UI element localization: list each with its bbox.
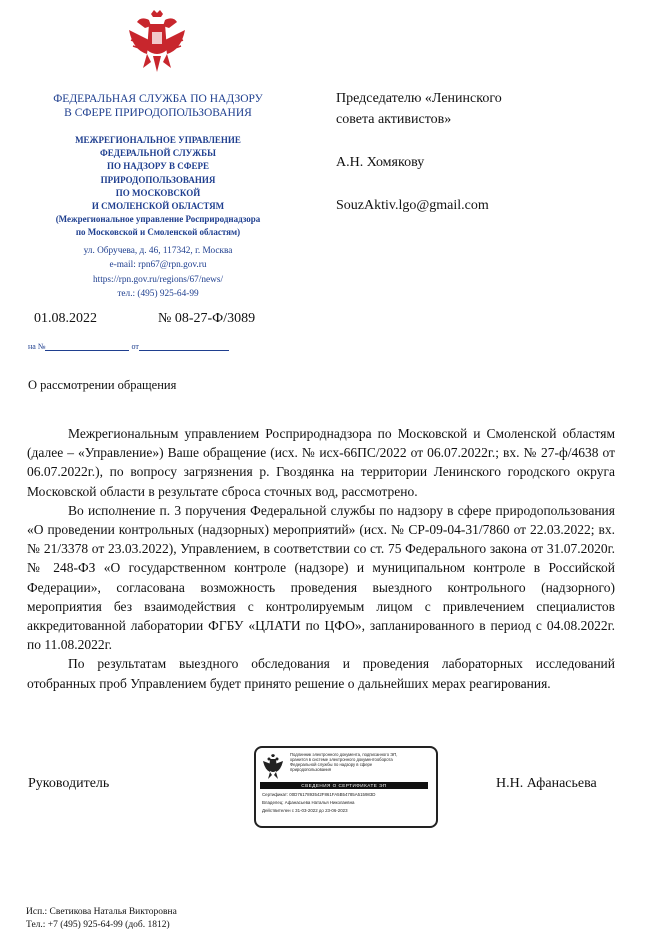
letter-body [27,424,615,693]
sender-phone: тел.: (495) 925-64-99 [117,289,199,300]
stamp-validity: Действителен с 31-03-2022 до 23-06-2023 [262,808,348,813]
recipient-email: SouzAktiv.lgo@gmail.com [336,198,489,213]
agency-name-line1: ФЕДЕРАЛЬНАЯ СЛУЖБА ПО НАДЗОРУ [53,93,263,105]
executor-info [26,906,177,932]
reply-reference [28,341,229,351]
stamp-header [290,752,430,772]
document-date: 01.08.2022 [34,311,97,326]
agency-name-line2: В СФЕРЕ ПРИРОДОПОЛЬЗОВАНИЯ [64,107,252,119]
body-paragraph: Во исполнение п. 3 поручения Федеральной службы по надзору в сфере природопользования «О проведении контрольных (надзорных) мероприятий» (исх. № СР-09-04-31/7860 от 22.03.2022; вх. № 21/3378 от 23.03.2022), Управлением, в соответствии со ст. 75 Федерального закона от 31.07.2020г. № 248-ФЗ «О государственном контроле (надзоре) и муниципальном контроле в Российской Федерации», согласована возможность проведения выездного контрольного (надзорного) мероприятия без взаимодействия с контролируемым лицом с привлечением специалистов аккредитованной лаборатории ФГБУ «ЦЛАТИ по ЦФО», запланированного в период с 04.08.2022г. по 11.08.2022г. [27,502,615,653]
electronic-signature-stamp [254,746,438,828]
stamp-certificate: Сертификат: 00D7617893542F861FA5B54785A515983D [262,792,376,797]
reply-from-label: от [131,342,139,351]
body-paragraph: Межрегиональным управлением Росприроднадзора по Московской и Смоленской областям (далее – «Управление») Ваше обращение (исх. № исх-66ПС/2022 от 06.07.2022г.; вх. № 27-ф/4638 от 06.07.2022г.), по вопросу загрязнения р. Гвоздянка на территории Ленинского городского округа Московской области в результате сброса сточных вод, рассмотрено. [27,426,615,499]
stamp-header-line: Подлинник электронного документа, подписанного ЭП, [290,752,398,757]
double-headed-eagle-emblem [127,10,187,74]
signer-name: Н.Н. Афанасьева [496,776,597,791]
recipient-line1: Председателю «Ленинского [336,91,502,106]
department-line: ПО НАДЗОРУ В СФЕРЕ [106,161,210,172]
body-paragraph: По результатам выездного обследования и проведения лабораторных исследований отобранных проб Управлением будет принято решение о дальнейших мерах реагирования. [27,656,615,691]
stamp-header-line: природопользования [290,767,332,773]
sender-address: ул. Обручева, д. 46, 117342, г. Москва [83,246,233,256]
stamp-header-line: хранится в системе электронного документооборота [290,757,393,763]
department-line: МЕЖРЕГИОНАЛЬНОЕ УПРАВЛЕНИЕ [75,135,241,145]
executor-name: Исп.: Светикова Наталья Викторовна [26,907,177,917]
stamp-emblem-icon [262,754,284,780]
recipient-line2: совета активистов» [336,112,452,127]
signer-title: Руководитель [28,776,110,791]
department-line: (Межрегиональное управление Росприроднадзора [55,214,261,225]
sender-website: https://rpn.gov.ru/regions/67/news/ [92,274,224,285]
department-line: по Московской и Смоленской областям) [75,227,241,238]
sender-contacts [20,244,296,302]
letter-subject: О рассмотрении обращения [28,378,177,392]
recipient-block [336,88,626,216]
sender-email: e-mail: rpn67@rpn.gov.ru [109,260,207,271]
department-line: ПРИРОДОПОЛЬЗОВАНИЯ [100,174,216,185]
department-line: И СМОЛЕНСКОЙ ОБЛАСТЯМ [91,201,225,212]
stamp-owner: Владелец: Афанасьева Наталья Николаевна [262,800,355,805]
agency-name [20,92,296,120]
department-line: ФЕДЕРАЛЬНОЙ СЛУЖБЫ [100,148,216,159]
stamp-certificate-band: СВЕДЕНИЯ О СЕРТИФИКАТЕ ЭП [260,782,428,789]
department-line: ПО МОСКОВСКОЙ [115,187,201,198]
document-number: № 08-27-Ф/3089 [158,311,256,326]
department-name [20,134,296,240]
recipient-name: А.Н. Хомякову [336,155,425,170]
executor-phone: Тел.: +7 (495) 925-64-99 (доб. 1812) [26,920,170,930]
stamp-header-line: Федеральной службы по надзору в сфере [290,762,373,768]
reply-number-label: на № [28,342,46,351]
